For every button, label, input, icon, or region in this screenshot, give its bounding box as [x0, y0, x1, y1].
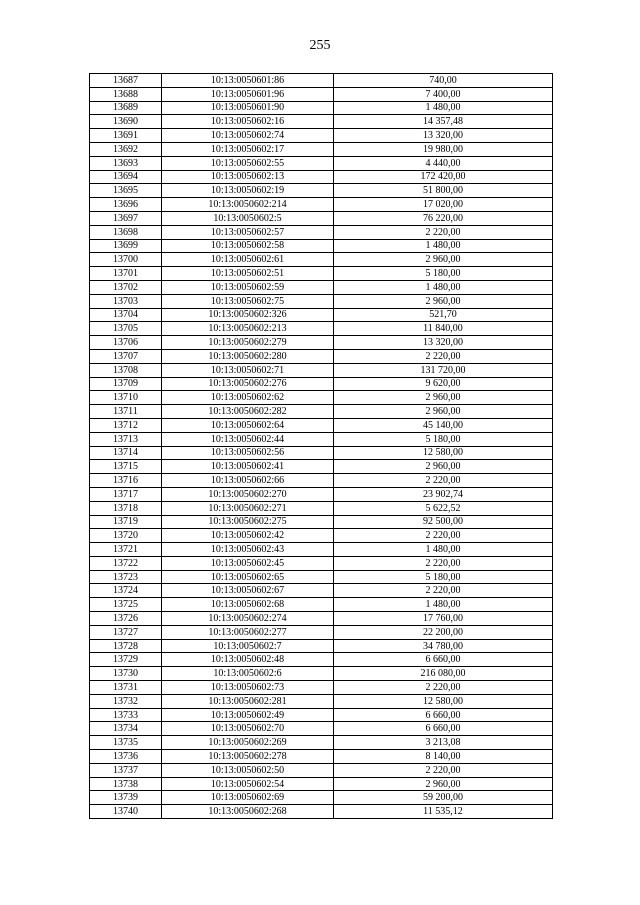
amount-cell: 2 220,00: [334, 349, 553, 363]
cadastral-number-cell: 10:13:0050602:270: [162, 487, 334, 501]
page-number: 255: [309, 38, 331, 53]
row-id-cell: 13727: [90, 625, 162, 639]
cadastral-number-cell: 10:13:0050602:64: [162, 418, 334, 432]
cadastral-number-cell: 10:13:0050601:90: [162, 101, 334, 115]
cadastral-number-cell: 10:13:0050602:42: [162, 529, 334, 543]
table-row: [90, 391, 553, 405]
row-id-cell: 13706: [90, 336, 162, 350]
amount-cell: 216 080,00: [334, 667, 553, 681]
table-row: [90, 667, 553, 681]
amount-cell: 3 213,08: [334, 736, 553, 750]
amount-cell: 740,00: [334, 74, 553, 88]
amount-cell: 6 660,00: [334, 722, 553, 736]
row-id-cell: 13716: [90, 474, 162, 488]
amount-cell: 45 140,00: [334, 418, 553, 432]
row-id-cell: 13703: [90, 294, 162, 308]
table-row: [90, 211, 553, 225]
table-row: [90, 418, 553, 432]
row-id-cell: 13708: [90, 363, 162, 377]
cadastral-number-cell: 10:13:0050602:43: [162, 543, 334, 557]
amount-cell: 2 220,00: [334, 681, 553, 695]
table-row: [90, 432, 553, 446]
amount-cell: 2 220,00: [334, 763, 553, 777]
row-id-cell: 13689: [90, 101, 162, 115]
table-body: [90, 74, 553, 819]
row-id-cell: 13710: [90, 391, 162, 405]
amount-cell: 17 760,00: [334, 612, 553, 626]
table-row: [90, 791, 553, 805]
amount-cell: 9 620,00: [334, 377, 553, 391]
amount-cell: 4 440,00: [334, 156, 553, 170]
cadastral-number-cell: 10:13:0050602:69: [162, 791, 334, 805]
row-id-cell: 13721: [90, 543, 162, 557]
table-row: [90, 156, 553, 170]
cadastral-number-cell: 10:13:0050602:67: [162, 584, 334, 598]
table-row: [90, 805, 553, 819]
row-id-cell: 13737: [90, 763, 162, 777]
data-table: [89, 73, 553, 819]
amount-cell: 22 200,00: [334, 625, 553, 639]
cadastral-number-cell: 10:13:0050602:275: [162, 515, 334, 529]
amount-cell: 13 320,00: [334, 129, 553, 143]
row-id-cell: 13709: [90, 377, 162, 391]
cadastral-number-cell: 10:13:0050602:214: [162, 198, 334, 212]
cadastral-number-cell: 10:13:0050602:6: [162, 667, 334, 681]
cadastral-number-cell: 10:13:0050602:48: [162, 653, 334, 667]
row-id-cell: 13740: [90, 805, 162, 819]
cadastral-number-cell: 10:13:0050602:71: [162, 363, 334, 377]
table-row: [90, 556, 553, 570]
table-row: [90, 487, 553, 501]
cadastral-number-cell: 10:13:0050602:280: [162, 349, 334, 363]
row-id-cell: 13711: [90, 405, 162, 419]
amount-cell: 92 500,00: [334, 515, 553, 529]
amount-cell: 2 960,00: [334, 460, 553, 474]
table-row: [90, 308, 553, 322]
cadastral-number-cell: 10:13:0050602:19: [162, 184, 334, 198]
cadastral-number-cell: 10:13:0050602:279: [162, 336, 334, 350]
amount-cell: 2 220,00: [334, 474, 553, 488]
table-row: [90, 639, 553, 653]
amount-cell: 2 960,00: [334, 405, 553, 419]
row-id-cell: 13700: [90, 253, 162, 267]
table-row: [90, 142, 553, 156]
table-row: [90, 543, 553, 557]
table-row: [90, 405, 553, 419]
row-id-cell: 13693: [90, 156, 162, 170]
amount-cell: 172 420,00: [334, 170, 553, 184]
cadastral-number-cell: 10:13:0050602:269: [162, 736, 334, 750]
cadastral-number-cell: 10:13:0050602:274: [162, 612, 334, 626]
cadastral-number-cell: 10:13:0050602:65: [162, 570, 334, 584]
row-id-cell: 13694: [90, 170, 162, 184]
table-row: [90, 777, 553, 791]
table-row: [90, 722, 553, 736]
table-row: [90, 101, 553, 115]
row-id-cell: 13712: [90, 418, 162, 432]
row-id-cell: 13725: [90, 598, 162, 612]
amount-cell: 51 800,00: [334, 184, 553, 198]
cadastral-number-cell: 10:13:0050602:13: [162, 170, 334, 184]
row-id-cell: 13722: [90, 556, 162, 570]
amount-cell: 13 320,00: [334, 336, 553, 350]
cadastral-number-cell: 10:13:0050602:5: [162, 211, 334, 225]
cadastral-number-cell: 10:13:0050602:54: [162, 777, 334, 791]
cadastral-number-cell: 10:13:0050602:75: [162, 294, 334, 308]
cadastral-number-cell: 10:13:0050602:50: [162, 763, 334, 777]
row-id-cell: 13687: [90, 74, 162, 88]
table-row: [90, 239, 553, 253]
amount-cell: 521,70: [334, 308, 553, 322]
row-id-cell: 13735: [90, 736, 162, 750]
row-id-cell: 13688: [90, 87, 162, 101]
cadastral-number-cell: 10:13:0050602:45: [162, 556, 334, 570]
row-id-cell: 13734: [90, 722, 162, 736]
table-row: [90, 446, 553, 460]
row-id-cell: 13729: [90, 653, 162, 667]
cadastral-number-cell: 10:13:0050602:278: [162, 750, 334, 764]
table-row: [90, 294, 553, 308]
row-id-cell: 13691: [90, 129, 162, 143]
row-id-cell: 13701: [90, 267, 162, 281]
row-id-cell: 13696: [90, 198, 162, 212]
row-id-cell: 13713: [90, 432, 162, 446]
table-row: [90, 612, 553, 626]
amount-cell: 19 980,00: [334, 142, 553, 156]
table-row: [90, 460, 553, 474]
row-id-cell: 13738: [90, 777, 162, 791]
row-id-cell: 13718: [90, 501, 162, 515]
cadastral-number-cell: 10:13:0050602:277: [162, 625, 334, 639]
row-id-cell: 13723: [90, 570, 162, 584]
table-row: [90, 87, 553, 101]
row-id-cell: 13736: [90, 750, 162, 764]
row-id-cell: 13733: [90, 708, 162, 722]
table-row: [90, 267, 553, 281]
cadastral-number-cell: 10:13:0050602:73: [162, 681, 334, 695]
cadastral-number-cell: 10:13:0050601:86: [162, 74, 334, 88]
amount-cell: 2 960,00: [334, 777, 553, 791]
amount-cell: 5 622,52: [334, 501, 553, 515]
cadastral-number-cell: 10:13:0050601:96: [162, 87, 334, 101]
amount-cell: 76 220,00: [334, 211, 553, 225]
table-row: [90, 474, 553, 488]
row-id-cell: 13720: [90, 529, 162, 543]
cadastral-number-cell: 10:13:0050602:58: [162, 239, 334, 253]
amount-cell: 12 580,00: [334, 694, 553, 708]
cadastral-number-cell: 10:13:0050602:268: [162, 805, 334, 819]
amount-cell: 34 780,00: [334, 639, 553, 653]
table-row: [90, 322, 553, 336]
amount-cell: 23 902,74: [334, 487, 553, 501]
cadastral-number-cell: 10:13:0050602:59: [162, 280, 334, 294]
table-row: [90, 501, 553, 515]
table-row: [90, 570, 553, 584]
cadastral-number-cell: 10:13:0050602:326: [162, 308, 334, 322]
amount-cell: 1 480,00: [334, 239, 553, 253]
amount-cell: 59 200,00: [334, 791, 553, 805]
row-id-cell: 13705: [90, 322, 162, 336]
cadastral-number-cell: 10:13:0050602:7: [162, 639, 334, 653]
row-id-cell: 13690: [90, 115, 162, 129]
amount-cell: 7 400,00: [334, 87, 553, 101]
row-id-cell: 13714: [90, 446, 162, 460]
table-row: [90, 529, 553, 543]
row-id-cell: 13728: [90, 639, 162, 653]
row-id-cell: 13697: [90, 211, 162, 225]
table-row: [90, 653, 553, 667]
row-id-cell: 13695: [90, 184, 162, 198]
amount-cell: 2 960,00: [334, 253, 553, 267]
amount-cell: 5 180,00: [334, 267, 553, 281]
row-id-cell: 13698: [90, 225, 162, 239]
row-id-cell: 13739: [90, 791, 162, 805]
cadastral-number-cell: 10:13:0050602:281: [162, 694, 334, 708]
amount-cell: 11 535,12: [334, 805, 553, 819]
row-id-cell: 13715: [90, 460, 162, 474]
row-id-cell: 13732: [90, 694, 162, 708]
table-row: [90, 115, 553, 129]
amount-cell: 5 180,00: [334, 570, 553, 584]
table-row: [90, 184, 553, 198]
amount-cell: 6 660,00: [334, 653, 553, 667]
table-row: [90, 129, 553, 143]
table-row: [90, 598, 553, 612]
amount-cell: 2 220,00: [334, 529, 553, 543]
row-id-cell: 13730: [90, 667, 162, 681]
row-id-cell: 13717: [90, 487, 162, 501]
row-id-cell: 13707: [90, 349, 162, 363]
table-row: [90, 708, 553, 722]
row-id-cell: 13704: [90, 308, 162, 322]
table-row: [90, 584, 553, 598]
amount-cell: 1 480,00: [334, 280, 553, 294]
cadastral-number-cell: 10:13:0050602:61: [162, 253, 334, 267]
cadastral-number-cell: 10:13:0050602:49: [162, 708, 334, 722]
row-id-cell: 13719: [90, 515, 162, 529]
cadastral-number-cell: 10:13:0050602:276: [162, 377, 334, 391]
amount-cell: 1 480,00: [334, 101, 553, 115]
amount-cell: 6 660,00: [334, 708, 553, 722]
amount-cell: 11 840,00: [334, 322, 553, 336]
row-id-cell: 13724: [90, 584, 162, 598]
cadastral-number-cell: 10:13:0050602:70: [162, 722, 334, 736]
row-id-cell: 13731: [90, 681, 162, 695]
table-row: [90, 225, 553, 239]
amount-cell: 2 220,00: [334, 556, 553, 570]
cadastral-number-cell: 10:13:0050602:271: [162, 501, 334, 515]
table-row: [90, 170, 553, 184]
cadastral-number-cell: 10:13:0050602:56: [162, 446, 334, 460]
table-row: [90, 515, 553, 529]
amount-cell: 2 960,00: [334, 294, 553, 308]
amount-cell: 2 960,00: [334, 391, 553, 405]
cadastral-number-cell: 10:13:0050602:41: [162, 460, 334, 474]
cadastral-number-cell: 10:13:0050602:68: [162, 598, 334, 612]
table-row: [90, 625, 553, 639]
table-row: [90, 336, 553, 350]
table-row: [90, 363, 553, 377]
table-row: [90, 736, 553, 750]
row-id-cell: 13702: [90, 280, 162, 294]
amount-cell: 1 480,00: [334, 598, 553, 612]
table-row: [90, 198, 553, 212]
table-row: [90, 377, 553, 391]
table-row: [90, 750, 553, 764]
row-id-cell: 13699: [90, 239, 162, 253]
cadastral-number-cell: 10:13:0050602:57: [162, 225, 334, 239]
amount-cell: 1 480,00: [334, 543, 553, 557]
amount-cell: 131 720,00: [334, 363, 553, 377]
cadastral-number-cell: 10:13:0050602:51: [162, 267, 334, 281]
cadastral-number-cell: 10:13:0050602:17: [162, 142, 334, 156]
amount-cell: 17 020,00: [334, 198, 553, 212]
cadastral-number-cell: 10:13:0050602:213: [162, 322, 334, 336]
table-row: [90, 349, 553, 363]
table-row: [90, 280, 553, 294]
cadastral-number-cell: 10:13:0050602:55: [162, 156, 334, 170]
table-row: [90, 253, 553, 267]
amount-cell: 2 220,00: [334, 225, 553, 239]
cadastral-number-cell: 10:13:0050602:62: [162, 391, 334, 405]
table-row: [90, 694, 553, 708]
row-id-cell: 13692: [90, 142, 162, 156]
table-row: [90, 763, 553, 777]
amount-cell: 2 220,00: [334, 584, 553, 598]
cadastral-number-cell: 10:13:0050602:282: [162, 405, 334, 419]
amount-cell: 14 357,48: [334, 115, 553, 129]
amount-cell: 8 140,00: [334, 750, 553, 764]
cadastral-number-cell: 10:13:0050602:74: [162, 129, 334, 143]
cadastral-number-cell: 10:13:0050602:66: [162, 474, 334, 488]
cadastral-number-cell: 10:13:0050602:16: [162, 115, 334, 129]
cadastral-number-cell: 10:13:0050602:44: [162, 432, 334, 446]
table-row: [90, 681, 553, 695]
row-id-cell: 13726: [90, 612, 162, 626]
table-row: [90, 74, 553, 88]
amount-cell: 5 180,00: [334, 432, 553, 446]
amount-cell: 12 580,00: [334, 446, 553, 460]
